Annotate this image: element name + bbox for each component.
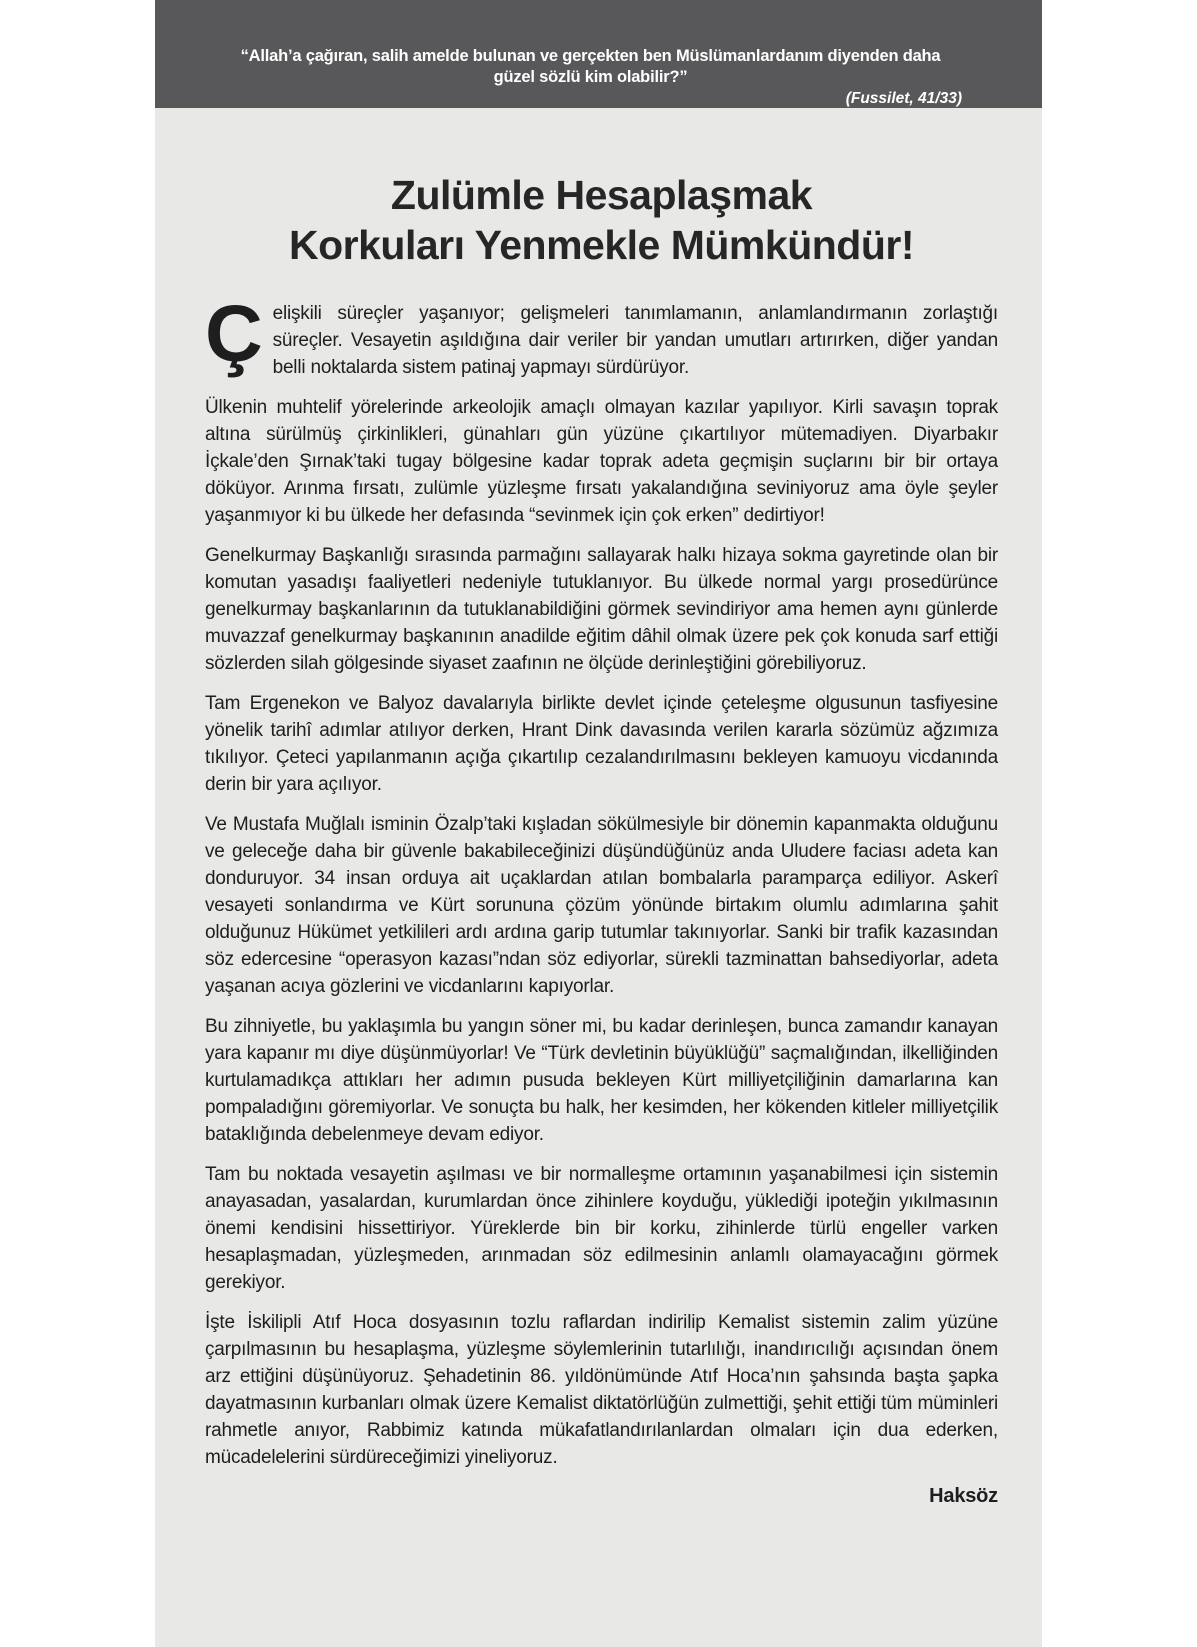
body-paragraph: Tam Ergenekon ve Balyoz davalarıyla birlikte devlet içinde çeteleşme olgusunun tasfiyesine yönelik tarihî adımlar atılıyor derken, Hrant Dink davasında verilen kararla sözümüz ağzımıza tıkılıyor. Çeteci yapılanmanın açığa çıkartılıp cezalandırılmasını bekleyen kamuoyu vicdanında derin bir yara açılıyor.: [205, 693, 998, 795]
body-paragraph: Tam bu noktada vesayetin aşılması ve bir normalleşme ortamının yaşanabilmesi için sistemin anayasadan, yasalardan, kurumlardan önce zihinlere koyduğu, yüklediği ipoteğin yıkılmasının önemi kendisini hissettiriyor. Yüreklerde bin bir korku, zihinlerde türlü engeller varken hesaplaşmadan, yüzleşmeden, arınmadan söz edilmesinin anlamlı olamayacağını görmek gerekiyor.: [205, 1164, 998, 1293]
page-title-line-1: Zulümle Hesaplaşmak: [390, 172, 813, 218]
page-title: [205, 170, 998, 270]
body-paragraph: Ve Mustafa Muğlalı isminin Özalp’taki kışladan sökülmesiyle bir dönemin kapanmakta olduğunu ve geleceğe daha bir güvenle bakabileceğinizi düşündüğünüz anda Uludere faciası adeta kan donduruyor. 34 insan orduya ait uçaklardan atılan bombalarla paramparça ediliyor. Askerî vesayeti sonlandırma ve Kürt sorununa çözüm yönünde birtakım olumlu adımlarına şahit olduğunuz Hükümet yetkilileri ardı ardına garip tutumlar takınıyorlar. Sanki bir trafik kazasından söz edercesine “operasyon kazası”ndan söz ediyorlar, sürekli tazminattan bahsediyorlar, adeta yaşanan acıya gözlerini ve vicdanlarını kapıyorlar.: [205, 814, 998, 997]
body-paragraph: Ülkenin muhtelif yörelerinde arkeolojik amaçlı olmayan kazılar yapılıyor. Kirli savaşın toprak altına sürülmüş çirkinlikleri, günahları gün yüzüne çıkartılıyor mütemadiyen. Diyarbakır İçkale’den Şırnak’taki tugay bölgesine kadar toprak adeta geçmişin suçlarını bir bir ortaya döküyor. Arınma fırsatı, zulümle yüzleşme fırsatı yakalandığına seviniyoruz ama öyle şeyler yaşanmıyor ki bu ülkede her defasında “sevinmek için çok erken” dedirtiyor!: [205, 397, 998, 526]
editorial-article: [205, 289, 998, 1508]
body-paragraph: İşte İskilipli Atıf Hoca dosyasının tozlu raflardan indirilip Kemalist sistemin zalim yüzüne çarpılmasının bu hesaplaşma, yüzleşme söylemlerinin tutarlılığı, inandırıcılığı açısından önem arz ettiğini düşünüyoruz. Şehadetinin 86. yıldönümünde Atıf Hoca’nın şahsında başta şapka dayatmasının kurbanları olmak üzere Kemalist diktatörlüğün zulmettiği, şehit ettiği tüm müminleri rahmetle anıyor, Rabbimiz katında mükafatlandırılanlardan olmaları için dua ederken, mücadelelerini sürdüreceğimizi yineliyoruz.: [205, 1312, 998, 1468]
magazine-page: [155, 0, 1042, 1647]
drop-cap: Ç: [205, 289, 263, 378]
lead-paragraph-text: elişkili süreçler yaşanıyor; gelişmeleri tanımlamanın, anlamlandırmanın zorlaştığı süreçler. Vesayetin aşıldığına dair veriler bir yandan umutları artırırken, diğer yandan belli noktalarda sistem patinaj yapmayı sürdürüyor.: [272, 303, 998, 378]
article-content: [155, 108, 1042, 1508]
body-paragraph: Bu zihniyetle, bu yaklaşımla bu yangın söner mi, bu kadar derinleşen, bunca zamandır kanayan yara kapanır mı diye düşünmüyorlar! Ve “Türk devletinin büyüklüğü” saçmalığından, ilkelliğinden kurtulamadıkça attıkları her adımın pusuda bekleyen Kürt milliyetçiliğinin damarlarına kan pompaladığını göremiyorlar. Ve sonuçta bu halk, her kesimden, her kökenden kitleler milliyetçilik bataklığında debelenmeye devam ediyor.: [205, 1016, 998, 1145]
quote-citation: (Fussilet, 41/33): [845, 90, 962, 107]
lead-paragraph: [205, 289, 998, 381]
author-signature: Haksöz: [929, 1485, 998, 1507]
quote-banner: [155, 0, 1042, 108]
header-quote: “Allah’a çağıran, salih amelde bulunan ve gerçekten ben Müslümanlardanım diyenden daha güzel sözlü kim olabilir?”: [240, 47, 941, 86]
page-title-line-2: Korkuları Yenmekle Mümkündür!: [289, 222, 914, 268]
body-paragraph: Genelkurmay Başkanlığı sırasında parmağını sallayarak halkı hizaya sokma gayretinde olan bir komutan yasadışı faaliyetleri nedeniyle tutuklanıyor. Bu ülkede normal yargı prosedürünce genelkurmay başkanlarının da tutuklanabildiğini görmek sevindiriyor ama hemen aynı günlerde muvazzaf genelkurmay başkanının anadilde eğitim dâhil olmak üzere pek çok konuda sarf ettiği sözlerden silah gölgesinde siyaset zaafının ne ölçüde derinleştiğini görebiliyoruz.: [205, 545, 998, 674]
